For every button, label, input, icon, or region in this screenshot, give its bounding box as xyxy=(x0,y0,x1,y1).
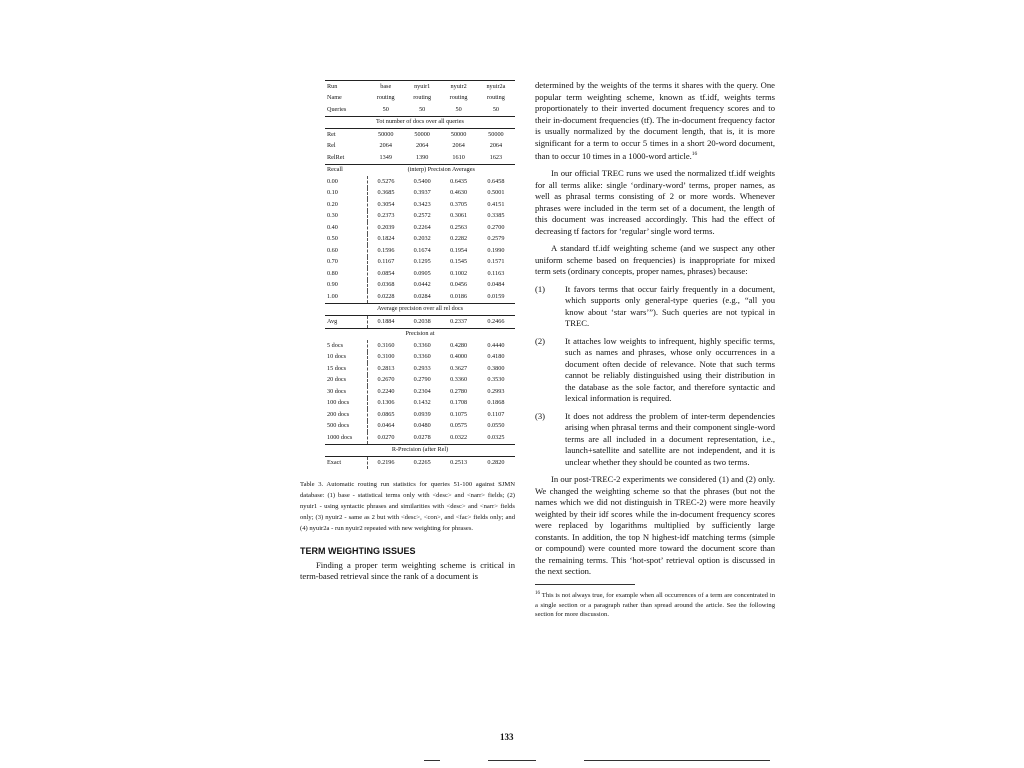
table-cell: base xyxy=(368,81,404,93)
table-row xyxy=(325,234,515,246)
row-label: 30 docs xyxy=(327,387,347,395)
table-cell: 0.2993 xyxy=(487,387,505,395)
table-cell: nyuir2 xyxy=(440,81,476,93)
table-row xyxy=(325,457,515,469)
table-cell: 0.2032 xyxy=(413,235,431,243)
section-header: Tot number of docs over all queries xyxy=(325,116,515,129)
row-label: 0.20 xyxy=(327,200,338,208)
table-row xyxy=(325,81,515,93)
paragraph-1: determined by the weights of the terms it shares with the query. One popular term weighting scheme, known as tf.idf, weights terms proportionately to their inverted document frequency scores and to their in-document frequencies (tf). The in-document frequency factor is usually normalized by the document length, that is, it is more significant for a term to occur 5 times in a short 20-word document, than to occur 10 times in a 1000-word article.$^{16}$ xyxy=(535,80,775,161)
table-cell: 0.2196 xyxy=(368,457,404,469)
table-cell: 0.1295 xyxy=(413,258,431,266)
table-cell: 0.2304 xyxy=(413,387,431,395)
row-label: 0.40 xyxy=(327,223,338,231)
table-cell: 0.3937 xyxy=(413,189,431,197)
row-label: 200 docs xyxy=(327,410,350,418)
table-row xyxy=(325,398,515,410)
table-cell: 0.1107 xyxy=(487,410,505,418)
table-cell: 0.2780 xyxy=(450,387,468,395)
table-cell: 0.0270 xyxy=(368,432,404,444)
table-cell: 0.0480 xyxy=(413,422,431,430)
table-cell: 0.0939 xyxy=(413,410,431,418)
table-cell: 0.2038 xyxy=(404,316,440,329)
table-row xyxy=(325,222,515,234)
table-cell: 0.2933 xyxy=(413,364,431,372)
table-row xyxy=(325,93,515,105)
section-row xyxy=(325,116,515,129)
table-cell: 0.2039 xyxy=(368,222,404,234)
table-cell: 0.3360 xyxy=(413,353,431,361)
table-cell: 0.1868 xyxy=(487,399,505,407)
table-cell: 0.0186 xyxy=(450,292,468,300)
table-cell: 0.0456 xyxy=(450,281,468,289)
table-cell: 1390 xyxy=(415,153,429,161)
footnote-marker: 16 xyxy=(691,151,698,157)
section-row xyxy=(325,303,515,316)
table-cell: 0.2513 xyxy=(440,457,476,469)
table-caption: Table 3. Automatic routing run statistics for queries 51-100 against SJMN database: (1) base - statistical terms only with <desc> and <narr> fields; (2) nyuir1 - using syntactic phrases and similarities with <desc> and <narr> fields only; (3) nyuir2 - same as 2 but with <desc>, <con>, and <fac> fields only; and (4) nyuir2a - run nyuir2 repeated with new weighting for phrases. xyxy=(300,480,515,532)
table-cell: 0.0550 xyxy=(487,422,505,430)
table-cell: 0.1075 xyxy=(450,410,468,418)
table-row xyxy=(325,386,515,398)
table-cell: 0.2579 xyxy=(487,235,505,243)
row-label: 0.50 xyxy=(327,235,338,243)
table-cell: 0.3627 xyxy=(450,364,468,372)
table-cell: 0.4180 xyxy=(487,353,505,361)
row-label: Recall xyxy=(325,164,368,176)
table-cell: 0.2820 xyxy=(477,457,515,469)
row-label: Avg xyxy=(325,316,368,329)
table-cell: 0.2282 xyxy=(450,235,468,243)
table-cell: 0.3705 xyxy=(450,200,468,208)
table-cell: 0.6435 xyxy=(450,177,468,185)
row-label: Run xyxy=(325,81,368,93)
section-row xyxy=(325,164,515,176)
row-label: 0.10 xyxy=(327,189,338,197)
row-label: Queries xyxy=(327,105,347,113)
row-label: 10 docs xyxy=(327,353,347,361)
table-row xyxy=(325,280,515,292)
table-cell: 0.1596 xyxy=(368,245,404,257)
table-cell: 0.2240 xyxy=(368,386,404,398)
table-cell: 50 xyxy=(492,105,499,113)
table-cell: 0.1163 xyxy=(487,269,505,277)
table-row xyxy=(325,257,515,269)
table-cell: 0.6458 xyxy=(487,177,505,185)
row-label: 1000 docs xyxy=(327,433,353,441)
table-cell: 0.1002 xyxy=(450,269,468,277)
table-cell: 0.3061 xyxy=(450,212,468,220)
table-row xyxy=(325,316,515,329)
table-cell: 0.4280 xyxy=(450,341,468,349)
table-cell: 0.2264 xyxy=(413,223,431,231)
row-label: 0.30 xyxy=(327,212,338,220)
table-cell: 0.2337 xyxy=(440,316,476,329)
section-header: (interp) Precision Averages xyxy=(368,164,516,176)
table-cell: 0.1708 xyxy=(450,399,468,407)
list-item: (3) It does not address the problem of inter-term dependencies arising when phrasal terms and their component single-word terms are all included in a document representation, i.e., launch+satellite and satellite are not independent, and it is unclear whether they should be counted as two terms. xyxy=(535,410,775,467)
table-cell: 50000 xyxy=(477,129,515,141)
section-heading: TERM WEIGHTING ISSUES xyxy=(300,545,416,556)
table-cell: 0.0575 xyxy=(450,422,468,430)
table-cell: 50000 xyxy=(440,129,476,141)
table-cell: 0.3360 xyxy=(413,341,431,349)
table-cell: 0.3100 xyxy=(368,352,404,364)
row-label: 500 docs xyxy=(327,422,350,430)
table-cell: 0.5400 xyxy=(413,177,431,185)
table-cell: 0.1571 xyxy=(487,258,505,266)
row-label: Ret xyxy=(325,129,368,141)
bottom-rule xyxy=(424,760,440,761)
row-label: Rel xyxy=(327,142,336,150)
table-row xyxy=(325,152,515,164)
table-cell: 0.3685 xyxy=(368,188,404,200)
table-cell: 0.3800 xyxy=(487,364,505,372)
table-cell: 1349 xyxy=(379,153,392,161)
table-cell: 0.1432 xyxy=(413,399,431,407)
table-cell: nyuir1 xyxy=(404,81,440,93)
row-label: 0.80 xyxy=(327,269,338,277)
table-cell: 50 xyxy=(455,105,462,113)
table-cell: 0.0278 xyxy=(413,433,431,441)
table-cell: 0.0228 xyxy=(368,291,404,303)
table-cell: 50 xyxy=(419,105,426,113)
row-label: 0.00 xyxy=(327,177,338,185)
table-cell: 0.2813 xyxy=(368,363,404,375)
paragraph-2: In our official TREC runs we used the normalized tf.idf weights for all terms alike: single ‘ordinary-word’ terms, proper names, as well as phrasal terms consisting of 2 or more words. Whenever phrases were included in the term set of a document, the length of this document was increased accordingly. This had the effect of decreasing tf factors for ‘regular’ single word terms. xyxy=(535,168,775,236)
table-cell: 0.1306 xyxy=(368,398,404,410)
table-row xyxy=(325,268,515,280)
table-cell: 0.5001 xyxy=(487,189,505,197)
table-row xyxy=(325,141,515,153)
row-label: Name xyxy=(327,94,342,102)
table-cell: routing xyxy=(413,94,432,102)
table-cell: 0.0159 xyxy=(487,292,505,300)
list-item: (1) It favors terms that occur fairly frequently in a document, which supports only general-type queries (e.g., “all you know about ‘star wars’”). Such queries are not typical in TREC. xyxy=(535,283,775,329)
table-cell: 50000 xyxy=(404,129,440,141)
page-number: 133 xyxy=(500,732,514,742)
table-cell: 0.0865 xyxy=(368,409,404,421)
table-cell: 50000 xyxy=(368,129,404,141)
table-cell: 0.0854 xyxy=(368,268,404,280)
row-label: 15 docs xyxy=(327,364,347,372)
bottom-rule xyxy=(584,760,770,761)
table-cell: routing xyxy=(486,94,505,102)
table-row xyxy=(325,211,515,223)
table-cell: 0.1167 xyxy=(368,257,404,269)
table-cell: 0.3423 xyxy=(413,200,431,208)
table-cell: 2064 xyxy=(452,142,465,150)
row-label: RelRet xyxy=(327,153,345,161)
table-cell: 0.1674 xyxy=(413,246,431,254)
bottom-rule xyxy=(488,760,536,761)
row-label: 0.70 xyxy=(327,258,338,266)
table-row xyxy=(325,176,515,188)
table-row xyxy=(325,340,515,352)
paragraph-3: A standard tf.idf weighting scheme (and we suspect any other uniform scheme based on frequencies) is inappropriate for mixed term sets (ordinary concepts, proper names, phrases) because: xyxy=(535,243,775,277)
table-row xyxy=(325,363,515,375)
table-cell: routing xyxy=(449,94,468,102)
left-column xyxy=(300,80,515,583)
table-row xyxy=(325,104,515,116)
right-column xyxy=(535,80,775,620)
row-label: 20 docs xyxy=(327,376,347,384)
table-cell: 0.4000 xyxy=(450,353,468,361)
table-row xyxy=(325,129,515,141)
table-cell: 2064 xyxy=(415,142,429,150)
section-header: Average precision over all rel docs xyxy=(325,303,515,316)
section-row xyxy=(325,444,515,457)
table-cell: 0.3385 xyxy=(487,212,505,220)
row-label: 1.00 xyxy=(327,292,338,300)
row-label: Exact xyxy=(325,457,368,469)
table-cell: 0.0484 xyxy=(487,281,505,289)
table-cell: 0.2670 xyxy=(368,375,404,387)
table-cell: 0.5276 xyxy=(368,176,404,188)
table-cell: routing xyxy=(376,94,395,102)
table-cell: 50 xyxy=(382,105,389,113)
table-cell: 0.0442 xyxy=(413,281,431,289)
routing-results-table xyxy=(325,80,515,469)
table-cell: 0.0368 xyxy=(368,280,404,292)
row-label: 5 docs xyxy=(327,341,343,349)
table-cell: 1623 xyxy=(489,153,503,161)
table-cell: 0.2466 xyxy=(477,316,515,329)
left-paragraph: Finding a proper term weighting scheme is critical in term-based retrieval since the rank of a document is xyxy=(300,559,515,581)
table-cell: 1610 xyxy=(452,153,465,161)
table-cell: 0.0325 xyxy=(487,433,505,441)
table-row xyxy=(325,199,515,211)
table-cell: nyuir2a xyxy=(477,81,515,93)
table-row xyxy=(325,421,515,433)
table-cell: 0.0464 xyxy=(368,421,404,433)
row-label: 0.90 xyxy=(327,281,338,289)
table-cell: 0.3054 xyxy=(368,199,404,211)
section-row xyxy=(325,328,515,340)
table-row xyxy=(325,375,515,387)
table-cell: 0.2373 xyxy=(368,211,404,223)
table-cell: 0.0905 xyxy=(413,269,431,277)
footnote: $^{16}$ This is not always true, for example when all occurrences of a term are concentrated in a single section or a paragraph rather than spread around the article. See the following section for more discussion. xyxy=(535,590,775,619)
table-cell: 0.2563 xyxy=(450,223,468,231)
table-cell: 2064 xyxy=(489,142,503,150)
table-cell: 0.1884 xyxy=(368,316,404,329)
table-row xyxy=(325,245,515,257)
row-label: 0.60 xyxy=(327,246,338,254)
table-row xyxy=(325,409,515,421)
section-header: Precision at xyxy=(325,328,515,340)
table-cell: 0.3360 xyxy=(450,376,468,384)
table-cell: 0.4151 xyxy=(487,200,505,208)
table-cell: 0.4440 xyxy=(487,341,505,349)
table-cell: 0.3160 xyxy=(368,340,404,352)
table-cell: 0.2265 xyxy=(404,457,440,469)
table-cell: 2064 xyxy=(379,142,392,150)
table-cell: 0.2790 xyxy=(413,376,431,384)
row-label: 100 docs xyxy=(327,399,350,407)
table-cell: 0.0322 xyxy=(450,433,468,441)
table-row xyxy=(325,352,515,364)
table-cell: 0.4630 xyxy=(450,189,468,197)
paragraph-4: In our post-TREC-2 experiments we considered (1) and (2) only. We changed the weighting scheme so that the phrases (but not the names which we did not distinguish in TREC-2) were more heavily weighted by their idf scores while the in-document frequency scores were replaced by logarithms multiplied by sufficiently large constants. In addition, the top N highest-idf matching terms (simple or compound) were counted more toward the document score than the remaining terms. This ‘hot-spot’ retrieval option is discussed in the next section. xyxy=(535,474,775,577)
list-item: (2) It attaches low weights to infrequent, highly specific terms, such as names and phrases, whose only occurrences in a document often decide of relevance. Note that such terms cannot be reliably distinguished using their distribution in the database as the sole factor, and therefore syntactic and lexical information is required. xyxy=(535,335,775,404)
footnote-divider xyxy=(535,584,635,585)
table-row xyxy=(325,291,515,303)
table-row xyxy=(325,188,515,200)
table-row xyxy=(325,432,515,444)
table-cell: 0.0284 xyxy=(413,292,431,300)
table-cell: 0.3530 xyxy=(487,376,505,384)
table-cell: 0.1824 xyxy=(368,234,404,246)
table-cell: 0.1545 xyxy=(450,258,468,266)
table-cell: 0.1954 xyxy=(450,246,468,254)
table-cell: 0.2572 xyxy=(413,212,431,220)
table-cell: 0.2700 xyxy=(487,223,505,231)
section-header: R-Precision (after Rel) xyxy=(325,444,515,457)
table-cell: 0.1990 xyxy=(487,246,505,254)
